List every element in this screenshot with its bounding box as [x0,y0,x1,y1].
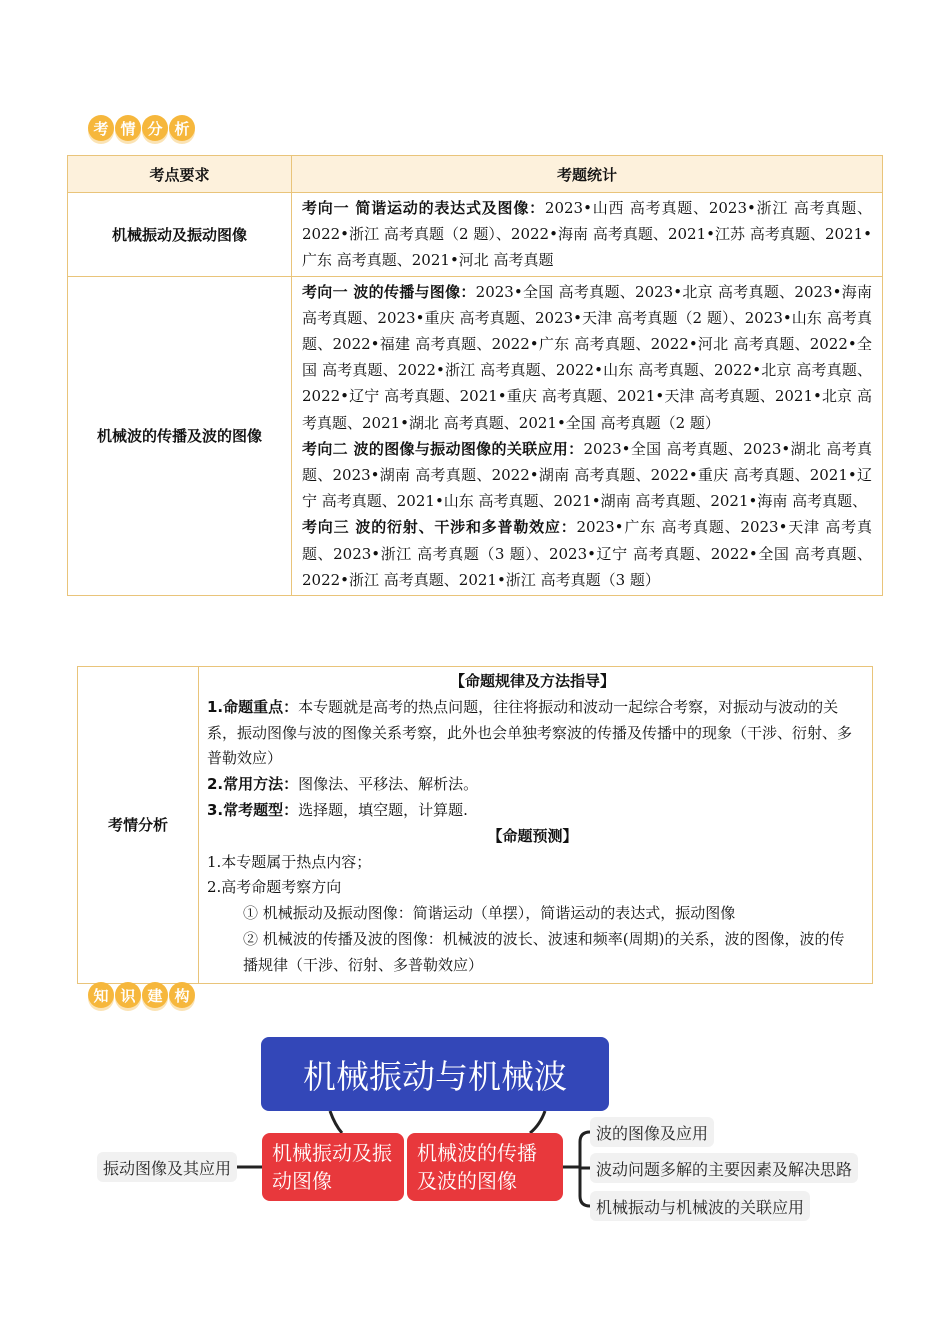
mindmap-leaf: 波的图像及应用 [590,1117,714,1147]
direction-text: 2023•全国 高考真题、2023•湖北 高考真题、2023•湖南 高考真题、2022•湖南 高考真题、2022•重庆 高考真题、2021•辽宁 高考真题、2021•山东 高考真题、2021•湖南 高考真题、2021•海南 高考真题、 [302,439,872,511]
badge-char: 考 [88,115,114,141]
point-types-label: 3.常考题型： [207,800,299,819]
direction-title: 考向一 简谐运动的表达式及图像： [302,199,545,217]
header-statistics: 考题统计 [292,156,883,193]
point-focus-label: 1.命题重点： [207,697,299,716]
header-requirement: 考点要求 [68,156,292,193]
direction-title: 考向三 波的衍射、干涉和多普勒效应： [302,518,577,537]
direction-text: 2023•全国 高考真题、2023•北京 高考真题、2023•海南 高考真题、2023•重庆 高考真题、2023•天津 高考真题（2 题）、2023•山东 高考真题、2022•福建 高考真题、2022•广东 高考真题、2022•河北 高考真题、2022•全国 高考真题、2022•浙江 高考真题、2022•山东 高考真题、2022•北京 高考真题、2022•辽宁 高考真题、2021•重庆 高考真题、2021•天津 高考真题、2021•北京 高考真题、2021•湖北 高考真题、2021•全国 高考真题（2 题） [302,282,872,432]
topic-vibration: 机械振动及振动图像 [68,193,292,277]
analysis-label: 考情分析 [78,667,199,984]
mindmap-branch-wave: 机械波的传播及波的图像 [407,1133,563,1201]
badge-char: 知 [88,982,114,1008]
prediction-subitem: ① 机械振动及振动图像：简谐运动（单摆），简谐运动的表达式，振动图像 [243,904,736,923]
mindmap-branch-vibration: 机械振动及振动图像 [262,1133,404,1201]
heading-prediction: 【命题预测】 [487,826,578,845]
mindmap-leaf: 波动问题多解的主要因素及解决思路 [590,1153,858,1183]
badge-char: 析 [169,115,195,141]
direction-text: 2023•山西 高考真题、2023•浙江 高考真题、2022•浙江 高考真题（2 题）、2022•海南 高考真题、2021•江苏 高考真题、2021•广东 高考真题、2021•河北 高考真题 [302,199,872,270]
topic-wave: 机械波的传播及波的图像 [68,276,292,595]
mindmap-leaf: 振动图像及其应用 [97,1152,237,1182]
badge-char: 建 [142,982,168,1008]
badge-char: 识 [115,982,141,1008]
point-methods-text: 图像法、平移法、解析法。 [298,775,479,794]
badge-char: 情 [115,115,141,141]
mindmap-leaf: 机械振动与机械波的关联应用 [590,1191,810,1221]
point-types-text: 选择题，填空题，计算题. [298,800,468,819]
direction-text: 2023•广东 高考真题、2023•天津 高考真题、2023•浙江 高考真题（3 题）、2023•辽宁 高考真题、2022•全国 高考真题、2022•浙江 高考真题、2021•浙江 高考真题（3 题） [302,518,872,589]
badge-char: 构 [169,982,195,1008]
point-focus-text: 本专题就是高考的热点问题，往往将振动和波动一起综合考察，对振动与波动的关系，振动图像与波的图像关系考察，此外也会单独考察波的传播及传播中的现象（干涉、衍射、多普勒效应） [207,697,853,768]
direction-title: 考向一 波的传播与图像： [302,282,476,301]
heading-method-guide: 【命题规律及方法指导】 [449,672,615,690]
mindmap-root: 机械振动与机械波 [261,1037,609,1111]
prediction-subitem-text: ② 机械波的传播及波的图像：机械波的波长、波速和频率(周期)的关系，波的图像，波的传播规律（干涉、衍射、多普勒效应） [243,929,845,974]
prediction-item: 1.本专题属于热点内容； [207,852,372,871]
badge-char: 分 [142,115,168,141]
prediction-item: 2.高考命题考察方向 [207,878,342,897]
point-methods-label: 2.常用方法： [207,775,299,794]
direction-title: 考向二 波的图像与振动图像的关联应用： [302,439,584,458]
